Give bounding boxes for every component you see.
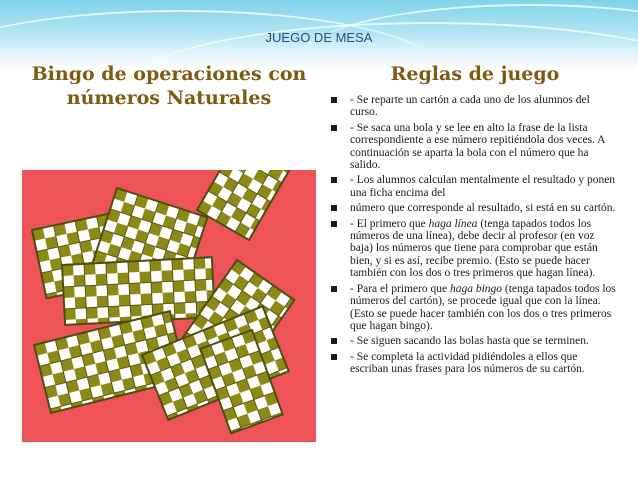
bingo-cards-illustration	[22, 170, 316, 442]
square-bullet-icon	[331, 286, 337, 292]
bingo-card	[197, 170, 289, 240]
bingo-cards-image	[22, 170, 316, 442]
rule-item: - Se reparte un cartón a cada uno de los alumnos del curso.	[328, 94, 618, 119]
rule-item: - El primero que haga línea (tenga tapados todos los números de una línea), debe decir al profesor (en voz baja) los números que tiene para comprobar que están bien, y si es así, recibe premio. (Esto se puede hacer también con los dos o tres primeros que hagan línea).	[328, 218, 618, 280]
header-label: JUEGO DE MESA	[265, 30, 373, 45]
left-title	[24, 62, 314, 110]
square-bullet-icon	[331, 338, 337, 344]
square-bullet-icon	[331, 354, 337, 360]
rule-item: - Los alumnos calculan mentalmente el resultado y ponen una ficha encima del	[328, 174, 618, 199]
left-title-line-1: Bingo de operaciones con	[31, 63, 307, 85]
rule-item: número que corresponde al resultado, si está en su cartón.	[328, 202, 618, 214]
bingo-card	[62, 257, 215, 325]
rule-item: - Para el primero que haga bingo (tenga tapados todos los números del cartón), se procede igual que con la línea. (Esto se puede hacer también con los dos o tres primeros que hagan bingo).	[328, 283, 618, 333]
square-bullet-icon	[331, 205, 337, 211]
square-bullet-icon	[331, 177, 337, 183]
square-bullet-icon	[331, 125, 337, 131]
rules-title: Reglas de juego	[390, 63, 560, 85]
square-bullet-icon	[331, 221, 337, 227]
rule-item: - Se siguen sacando las bolas hasta que se terminen.	[328, 335, 618, 347]
left-title-line-2: números Naturales	[66, 87, 272, 109]
rule-item: - Se saca una bola y se lee en alto la frase de la lista correspondiente a ese número repitiéndola dos veces. A continuación se aparta la bola con el número que ha salido.	[328, 122, 618, 172]
rules-list	[328, 94, 618, 379]
square-bullet-icon	[331, 97, 337, 103]
rule-item: - Se completa la actividad pidiéndoles a ellos que escriban unas frases para los números de su cartón.	[328, 351, 618, 376]
